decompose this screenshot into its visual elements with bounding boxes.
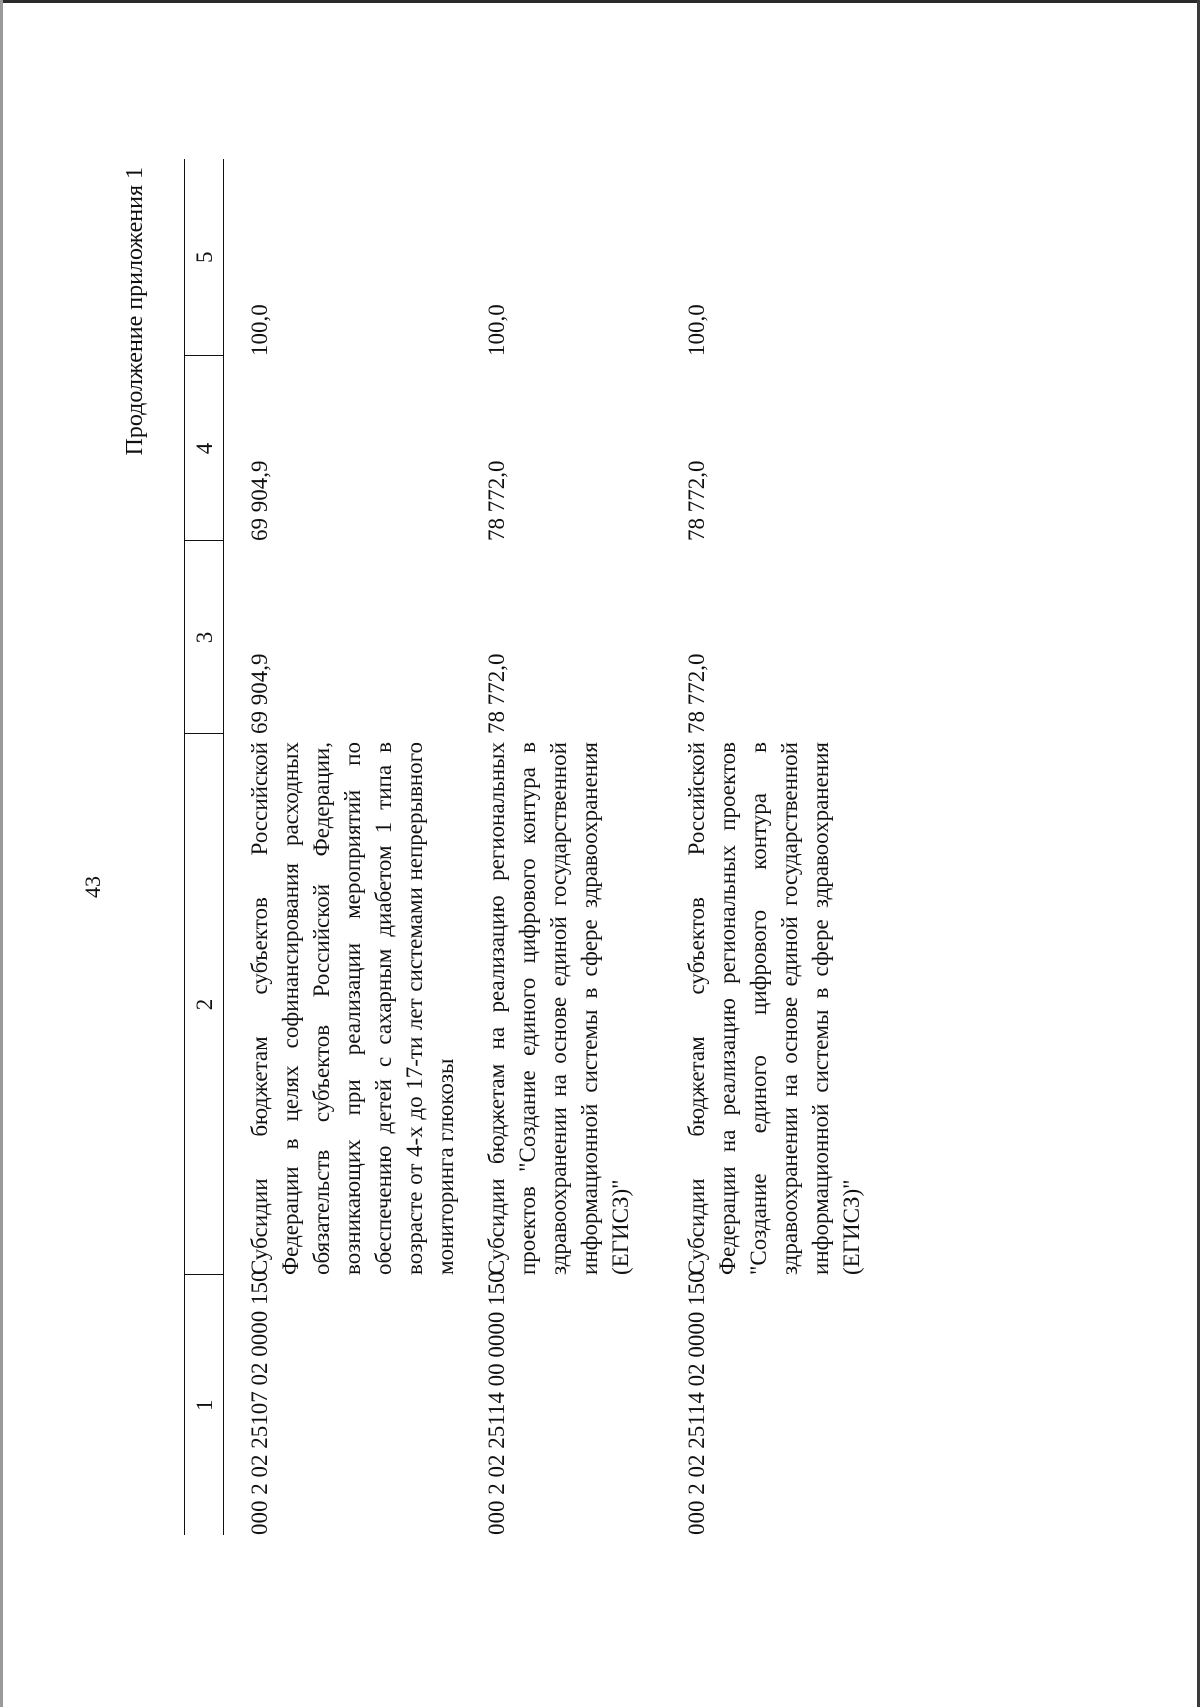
table-header-row <box>185 159 224 1535</box>
budget-code: 000 2 02 25114 02 0000 150 <box>684 1271 709 1535</box>
value-col-5: 100,0 <box>684 304 709 356</box>
header-col-5: 5 <box>185 159 224 356</box>
budget-code: 000 2 02 25107 02 0000 150 <box>247 1270 272 1535</box>
table-row <box>661 159 881 1535</box>
description: Субсидии бюджетам на реализацию региональных проектов "Создание единого цифрового контура в здравоохранении на основе единой государственной информационной системы в сфере здравоохранения (ЕГИСЗ)" <box>484 742 633 1275</box>
value-col-5: 100,0 <box>247 304 272 356</box>
value-col-4: 78 772,0 <box>684 460 709 541</box>
value-col-4: 69 904,9 <box>247 460 272 541</box>
page-number: 43 <box>80 876 105 898</box>
header-col-2: 2 <box>185 734 224 1275</box>
value-col-3: 78 772,0 <box>684 653 709 734</box>
value-col-3: 69 904,9 <box>247 653 272 734</box>
document-page <box>0 47 1200 1707</box>
table-row <box>461 159 661 1535</box>
value-col-5: 100,0 <box>484 304 509 356</box>
value-col-3: 78 772,0 <box>484 653 509 734</box>
header-col-4: 4 <box>185 356 224 541</box>
annex-title: Продолжение приложения 1 <box>122 167 148 456</box>
table-row <box>224 159 462 1535</box>
description: Субсидии бюджетам субъектов Российской Федерации на реализацию региональных проектов "Создание единого цифрового контура в здравоохранении на основе единой государственной информационной системы в сфере здравоохранения (ЕГИСЗ)" <box>684 742 864 1275</box>
header-col-3: 3 <box>185 541 224 734</box>
budget-code: 000 2 02 25114 00 0000 150 <box>484 1271 509 1535</box>
scan-top-edge <box>0 0 1200 3</box>
description: Субсидии бюджетам субъектов Российской Федерации в целях софинансирования расходных обязательств субъектов Российской Федерации, возникающих при реализации мероприятий по обеспечению детей с сахарным диабетом 1 типа в возрасте от 4-х до 17-ти лет системами непрерывного мониторинга глюкозы <box>247 742 458 1275</box>
budget-table <box>184 159 881 1535</box>
value-col-4: 78 772,0 <box>484 460 509 541</box>
header-col-1: 1 <box>185 1275 224 1535</box>
